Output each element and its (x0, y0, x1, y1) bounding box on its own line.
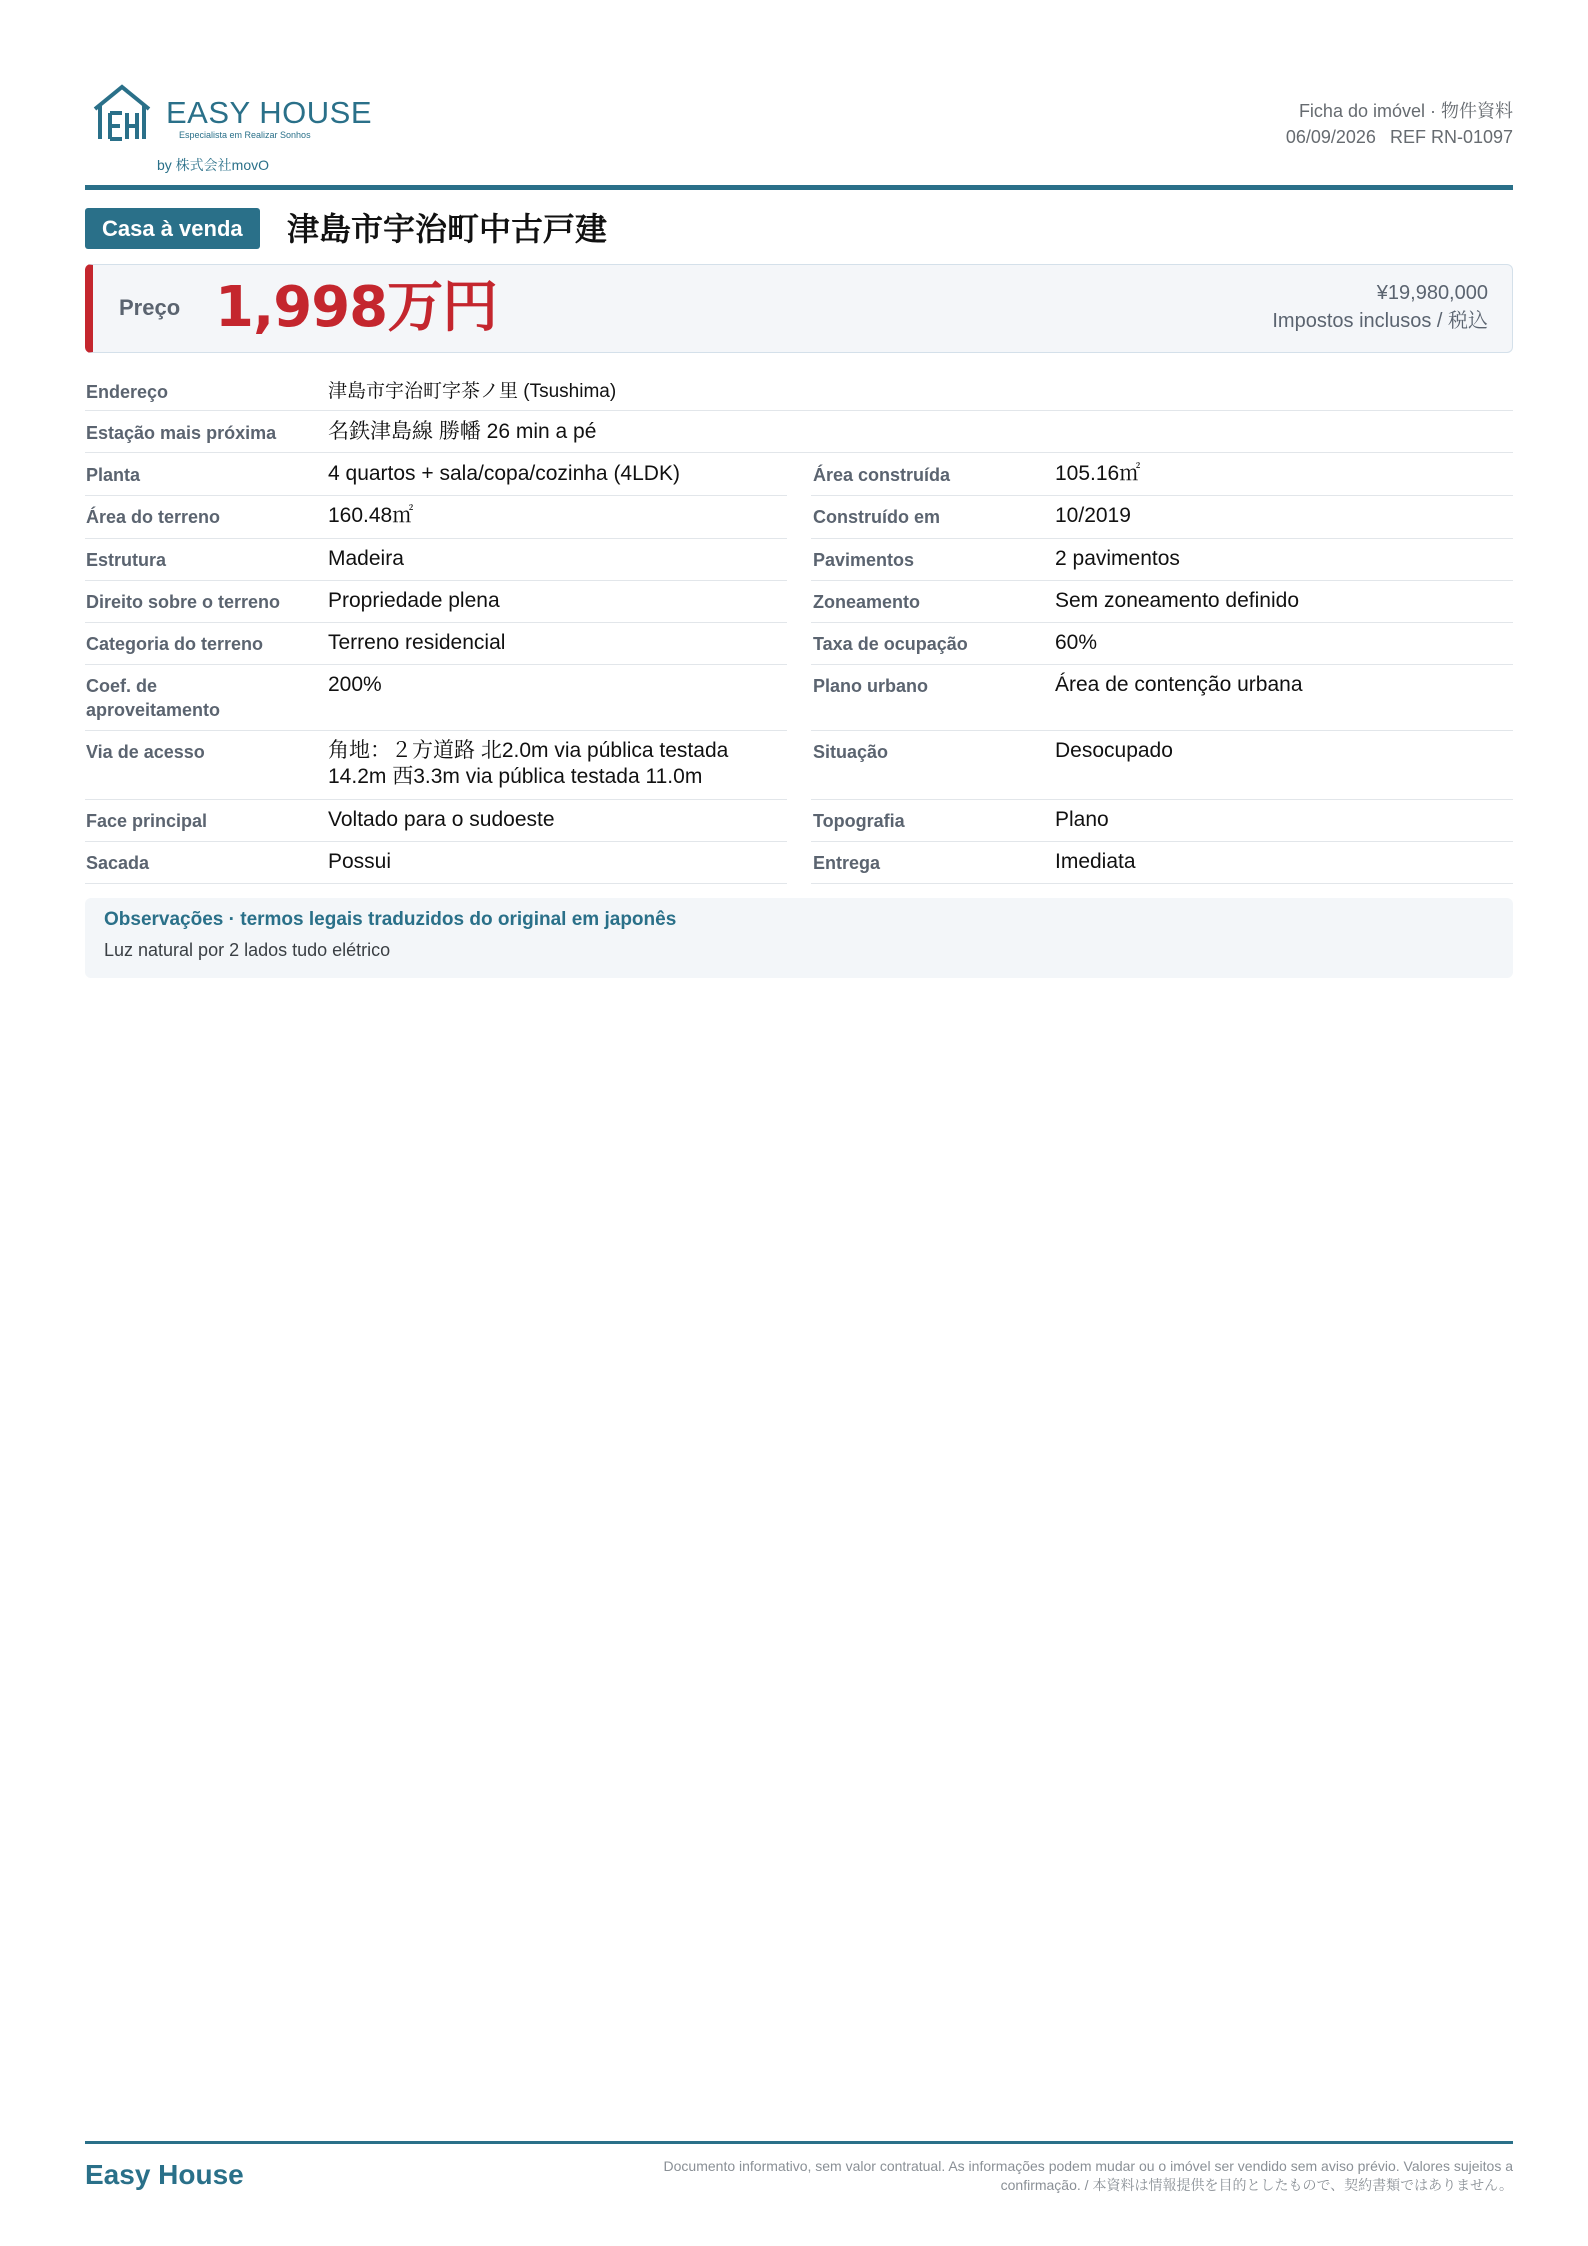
details-table (85, 370, 1513, 883)
balcony-label: Sacada (86, 853, 150, 873)
far-label: Coef. de aproveitamento (86, 676, 221, 720)
structure-value: Madeira (328, 547, 404, 570)
urban-plan-label: Plano urbano (813, 676, 929, 696)
footer-brand: Easy House (85, 2159, 244, 2190)
floors-value: 2 pavimentos (1055, 547, 1180, 570)
layout-label: Planta (86, 465, 141, 485)
title-row (85, 208, 1513, 250)
document-meta (1286, 98, 1513, 150)
notes-title: Observações · termos legais traduzidos do original em japonês (104, 909, 677, 930)
land-category-label: Categoria do terreno (86, 634, 264, 654)
notes-box (85, 898, 1513, 978)
header-divider (85, 185, 1513, 190)
table-row (85, 495, 1513, 538)
price-label: Preço (119, 295, 181, 320)
footer-divider (85, 2141, 1513, 2144)
table-row (85, 799, 1513, 841)
address-label: Endereço (86, 382, 169, 402)
zoning-label: Zoneamento (813, 592, 921, 612)
document-date: 06/09/2026 (1285, 127, 1376, 147)
price-value: 1,998万円 (215, 275, 498, 340)
brand-logo (91, 83, 391, 183)
table-row (85, 580, 1513, 622)
notes-text: Luz natural por 2 lados tudo elétrico (104, 940, 391, 960)
brand-tagline: Especialista em Realizar Sonhos (179, 130, 311, 140)
table-row (85, 370, 1513, 411)
price-box (85, 264, 1513, 353)
table-row (85, 538, 1513, 580)
table-row (85, 622, 1513, 664)
delivery-label: Entrega (813, 853, 881, 873)
land-area-label: Área do terreno (86, 507, 221, 527)
price-details (1272, 279, 1488, 335)
listing-type-badge: Casa à venda (85, 208, 260, 249)
table-row (85, 664, 1513, 730)
house-logo-icon (91, 83, 153, 143)
far-value: 200% (328, 673, 382, 696)
road-label: Via de acesso (86, 742, 205, 762)
brand-name: EASY HOUSE (166, 95, 373, 130)
coverage-label: Taxa de ocupação (813, 634, 968, 654)
structure-label: Estrutura (86, 550, 167, 570)
layout-value: 4 quartos + sala/copa/cozinha (4LDK) (328, 462, 680, 485)
balcony-value: Possui (328, 850, 392, 873)
built-value: 10/2019 (1055, 504, 1131, 527)
row-divider (811, 883, 1513, 884)
station-value: 名鉄津島線 勝幡 26 min a pé (328, 420, 597, 443)
document-ref: REF RN-01097 (1389, 127, 1513, 147)
address-value: 津島市宇治町字茶ノ里 (Tsushima) (328, 381, 617, 402)
price-yen: ¥19,980,000 (1376, 282, 1488, 304)
urban-plan-value: Área de contenção urbana (1055, 673, 1303, 696)
station-label: Estação mais próxima (86, 423, 277, 443)
brand-company: by 株式会社movO (157, 157, 270, 173)
table-row (85, 411, 1513, 453)
land-category-value: Terreno residencial (328, 631, 506, 654)
land-rights-value: Propriedade plena (328, 589, 500, 612)
road-value: 角地：２方道路 北2.0m via pública testada 14.2m 西3.3m via pública testada 11.0m (328, 739, 729, 788)
table-row (85, 730, 1513, 799)
status-value: Desocupado (1055, 739, 1173, 762)
built-label: Construído em (813, 507, 941, 527)
table-row (85, 453, 1513, 495)
facing-label: Face principal (86, 811, 208, 831)
coverage-value: 60% (1055, 631, 1098, 654)
land-area-value: 160.48㎡ (328, 504, 414, 527)
zoning-value: Sem zoneamento definido (1055, 589, 1299, 612)
row-divider (85, 883, 787, 884)
footer-disclaimer: Documento informativo, sem valor contratual. As informações podem mudar ou o imóvel ser vendido sem aviso prévio. Valores sujeitos a confirmação. / 本資料は情報提供を目的としたもので、契約書類ではありません。 (663, 2158, 1513, 2193)
floor-area-label: Área construída (813, 465, 951, 485)
status-label: Situação (813, 742, 889, 762)
property-sheet (85, 0, 1513, 2246)
floors-label: Pavimentos (813, 550, 915, 570)
price-tax-note: Impostos inclusos / 税込 (1272, 310, 1488, 332)
topography-label: Topografia (813, 811, 905, 831)
header (85, 78, 1513, 188)
document-type: Ficha do imóvel · 物件資料 (1298, 101, 1513, 121)
topography-value: Plano (1055, 808, 1109, 831)
document-date-ref (1286, 124, 1513, 150)
land-rights-label: Direito sobre o terreno (86, 592, 281, 612)
table-row (85, 841, 1513, 883)
page-title: 津島市宇治町中古戸建 (287, 210, 608, 248)
delivery-value: Imediata (1055, 850, 1136, 873)
floor-area-value: 105.16㎡ (1055, 462, 1141, 485)
facing-value: Voltado para o sudoeste (328, 808, 555, 831)
